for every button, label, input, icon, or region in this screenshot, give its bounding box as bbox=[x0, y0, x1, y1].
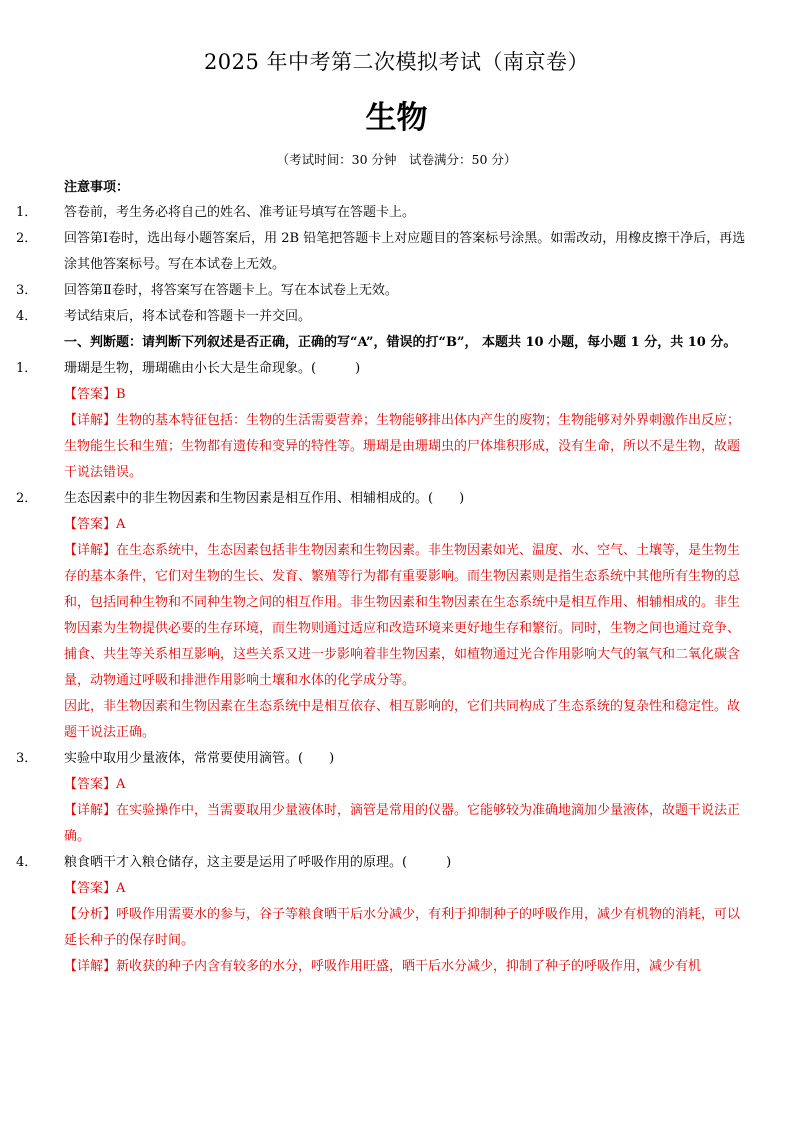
exam-meta: （考试时间：30 分钟 试卷满分：50 分） bbox=[276, 152, 517, 167]
notes-item: 4． 考试结束后，将本试卷和答题卡一并交回。 bbox=[16, 309, 312, 324]
notes-heading: 注意事项： bbox=[64, 180, 130, 195]
answer-1: 【答案】B bbox=[64, 387, 126, 402]
notes-list bbox=[16, 200, 749, 980]
subject-title: 生物 bbox=[365, 100, 428, 136]
notes-item: 3． 回答第Ⅱ卷时，将答案写在答题卡上。写在本试卷上无效。 bbox=[16, 283, 398, 298]
detail-4: 【详解】新收获的种子内含有较多的水分，呼吸作用旺盛，晒干后水分减少，抑制了种子的呼吸作用，减少有机 bbox=[64, 959, 702, 974]
notes-item: 2． 回答第Ⅰ卷时，选出每小题答案后，用 2B 铅笔把答题卡上对应题目的答案标号涂黑。如需改动，用橡皮擦干净后，再选涂其他答案标号。写在本试卷上无效。 bbox=[16, 231, 746, 272]
question-3: 3． 实验中取用少量液体，常常要使用滴管。( ) bbox=[16, 751, 335, 766]
detail-3: 【详解】在实验操作中，当需要取用少量液体时，滴管是常用的仪器。它能够较为准确地滴加少量液体，故题干说法正确。 bbox=[64, 803, 741, 844]
question-2: 2． 生态因素中的非生物因素和生物因素是相互作用、相辅相成的。( ) bbox=[16, 491, 465, 506]
question-4: 4． 粮食晒干才入粮仓储存，这主要是运用了呼吸作用的原理。( ) bbox=[16, 855, 452, 870]
detail-2: 【详解】在生态系统中，生态因素包括非生物因素和生物因素。非生物因素如光、温度、水、空气、土壤等，是生物生存的基本条件，它们对生物的生长、发育、繁殖等行为都有重要影响。而生物因素则是指生态系统中其他所有生物的总和，包括同种生物和不同种生物之间的相互作用。非生物因素和生物因素在生态系统中是相互作用、相辅相成的。非生物因素为生物提供必要的生存环境，而生物则通过适应和改造环境来更好地生存和繁衍。同时，生物之间也通过竞争、捕食、共生等关系相互影响，这些关系又进一步影响着非生物因素，如植物通过光合作用影响大气的氧气和二氧化碳含量，动物通过呼吸和排泄作用影响土壤和水体的化学成分等。 bbox=[64, 543, 741, 688]
question-1: 1． 珊瑚是生物，珊瑚礁由小长大是生命现象。( ) bbox=[16, 361, 361, 376]
section-heading: 一、判断题：请判断下列叙述是否正确，正确的写“A”，错误的打“B”， 本题共 10 小题，每小题 1 分，共 10 分。 bbox=[64, 335, 737, 350]
analysis-4: 【分析】呼吸作用需要水的参与，谷子等粮食晒干后水分减少，有利于抑制种子的呼吸作用，减少有机物的消耗，可以延长种子的保存时间。 bbox=[64, 907, 741, 948]
answer-4: 【答案】A bbox=[64, 881, 126, 896]
detail-1: 【详解】生物的基本特征包括：生物的生活需要营养；生物能够排出体内产生的废物；生物能够对外界刺激作出反应；生物能生长和生殖；生物都有遗传和变异的特性等。珊瑚是由珊瑚虫的尸体堆积形成，没有生命，所以不是生物，故题干说法错误。 bbox=[64, 413, 741, 480]
answer-3: 【答案】A bbox=[64, 777, 126, 792]
exam-title: 2025 年中考第二次模拟考试（南京卷） bbox=[203, 50, 590, 74]
answer-2: 【答案】A bbox=[64, 517, 126, 532]
notes-item: 1． 答卷前，考生务必将自己的姓名、准考证号填写在答题卡上。 bbox=[16, 205, 416, 220]
detail-2-conclusion: 因此，非生物因素和生物因素在生态系统中是相互依存、相互影响的，它们共同构成了生态系统的复杂性和稳定性。故题干说法正确。 bbox=[64, 699, 741, 740]
